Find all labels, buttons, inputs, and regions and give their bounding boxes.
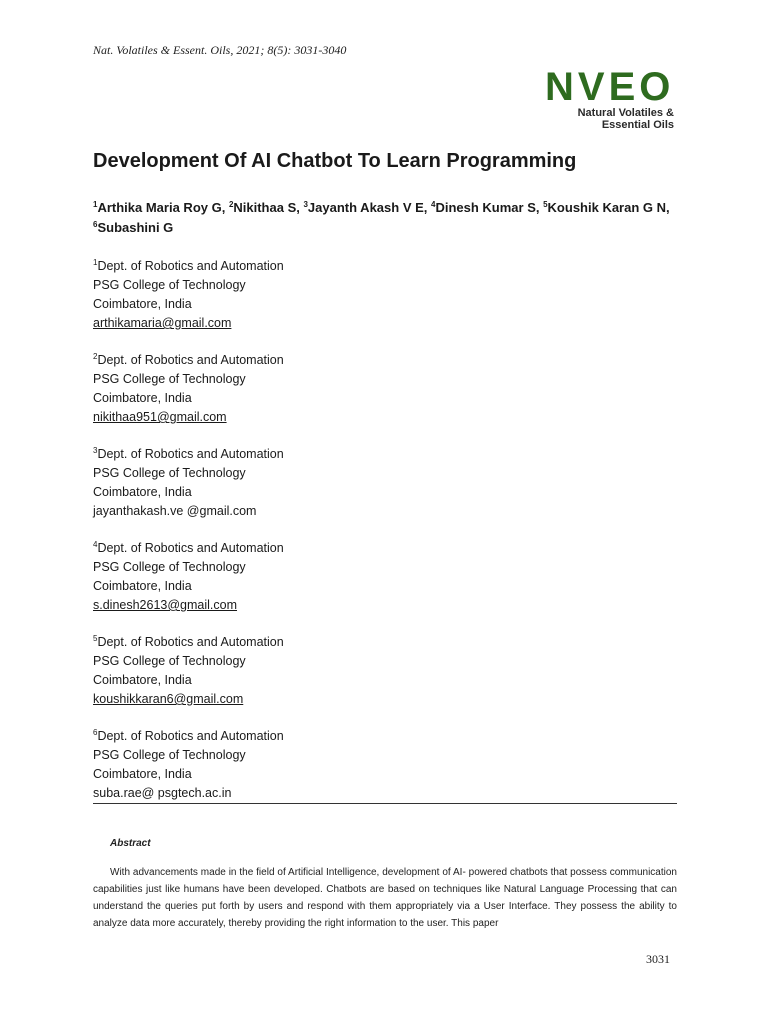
affiliation-college: PSG College of Technology	[93, 466, 246, 480]
author	[431, 200, 543, 215]
affiliation-dept	[93, 633, 284, 652]
author-name: Koushik Karan G N,	[547, 200, 670, 215]
affiliation-college: PSG College of Technology	[93, 278, 246, 292]
affiliation-college: PSG College of Technology	[93, 748, 246, 762]
affiliation-superscript: 3	[93, 446, 98, 455]
affiliation-college: PSG College of Technology	[93, 372, 246, 386]
dept-name: Dept. of Robotics and Automation	[97, 635, 284, 649]
author	[229, 200, 304, 215]
nveo-logo	[545, 67, 680, 131]
affiliation-dept	[93, 727, 284, 746]
email-text: jayanthakash.ve @gmail.com	[93, 504, 257, 518]
affiliation-superscript: 6	[93, 728, 98, 737]
author-superscript: 3	[303, 200, 308, 209]
affiliation-superscript: 5	[93, 634, 98, 643]
author-superscript: 6	[93, 220, 98, 229]
author-name: Subashini G	[97, 220, 174, 235]
author-name: Jayanth Akash V E,	[307, 200, 431, 215]
dept-name: Dept. of Robotics and Automation	[97, 259, 284, 273]
affiliation-location: Coimbatore, India	[93, 767, 192, 781]
affiliation-block	[93, 351, 284, 427]
logo-subtitle-line-1: Natural Volatiles &	[577, 107, 674, 119]
email-link[interactable]: koushikkaran6@gmail.com	[93, 692, 244, 706]
author	[93, 220, 173, 235]
affiliation-superscript: 1	[93, 258, 98, 267]
logo-wordmark: NVEO	[545, 65, 675, 109]
journal-reference: Nat. Volatiles & Essent. Oils, 2021; 8(5): 3031-3040	[93, 43, 347, 57]
affiliation-dept	[93, 257, 284, 276]
abstract-text: With advancements made in the field of Artificial Intelligence, development of AI- powered chatbots that possess communication capabilities just like humans have been developed. Chatbots are based on techniques like Natural Language Processing that can understand the queries put forth by users and respond with them appropriately via a User Interface. They possess the ability to analyze data more accurately, thereby providing the right information to the user. This paper	[93, 867, 677, 929]
affiliation-block	[93, 633, 284, 709]
affiliation-superscript: 4	[93, 540, 98, 549]
affiliation-location: Coimbatore, India	[93, 673, 192, 687]
author	[543, 200, 670, 215]
affiliation-block	[93, 727, 284, 803]
paper-title: Development Of AI Chatbot To Learn Programming	[93, 150, 577, 172]
affiliation-dept	[93, 445, 284, 464]
affiliation-dept	[93, 351, 284, 370]
author-name: Nikithaa S,	[233, 200, 304, 215]
author	[303, 200, 431, 215]
page-number: 3031	[646, 952, 670, 966]
logo-subtitle-line-2: Essential Oils	[601, 119, 674, 131]
author-name: Dinesh Kumar S,	[435, 200, 544, 215]
affiliation-block	[93, 539, 284, 615]
affiliation-location: Coimbatore, India	[93, 391, 192, 405]
affiliation-superscript: 2	[93, 352, 98, 361]
affiliation-list	[93, 257, 284, 821]
author-list	[93, 198, 673, 238]
author-superscript: 1	[93, 200, 98, 209]
section-divider	[93, 803, 677, 804]
author-name: Arthika Maria Roy G,	[97, 200, 229, 215]
affiliation-block	[93, 445, 284, 521]
affiliation-location: Coimbatore, India	[93, 297, 192, 311]
author-superscript: 5	[543, 200, 548, 209]
affiliation-block	[93, 257, 284, 333]
affiliation-college: PSG College of Technology	[93, 560, 246, 574]
dept-name: Dept. of Robotics and Automation	[97, 729, 284, 743]
email-link[interactable]: nikithaa951@gmail.com	[93, 410, 227, 424]
dept-name: Dept. of Robotics and Automation	[97, 541, 284, 555]
email-text: suba.rae@ psgtech.ac.in	[93, 786, 232, 800]
affiliation-location: Coimbatore, India	[93, 485, 192, 499]
dept-name: Dept. of Robotics and Automation	[97, 353, 284, 367]
author-superscript: 2	[228, 200, 234, 209]
affiliation-college: PSG College of Technology	[93, 654, 246, 668]
email-link[interactable]: arthikamaria@gmail.com	[93, 316, 232, 330]
affiliation-location: Coimbatore, India	[93, 579, 192, 593]
email-link[interactable]: s.dinesh2613@gmail.com	[93, 598, 238, 612]
abstract-heading: Abstract	[110, 838, 151, 849]
author-superscript: 4	[431, 200, 436, 209]
affiliation-dept	[93, 539, 284, 558]
author	[93, 200, 229, 215]
dept-name: Dept. of Robotics and Automation	[97, 447, 284, 461]
